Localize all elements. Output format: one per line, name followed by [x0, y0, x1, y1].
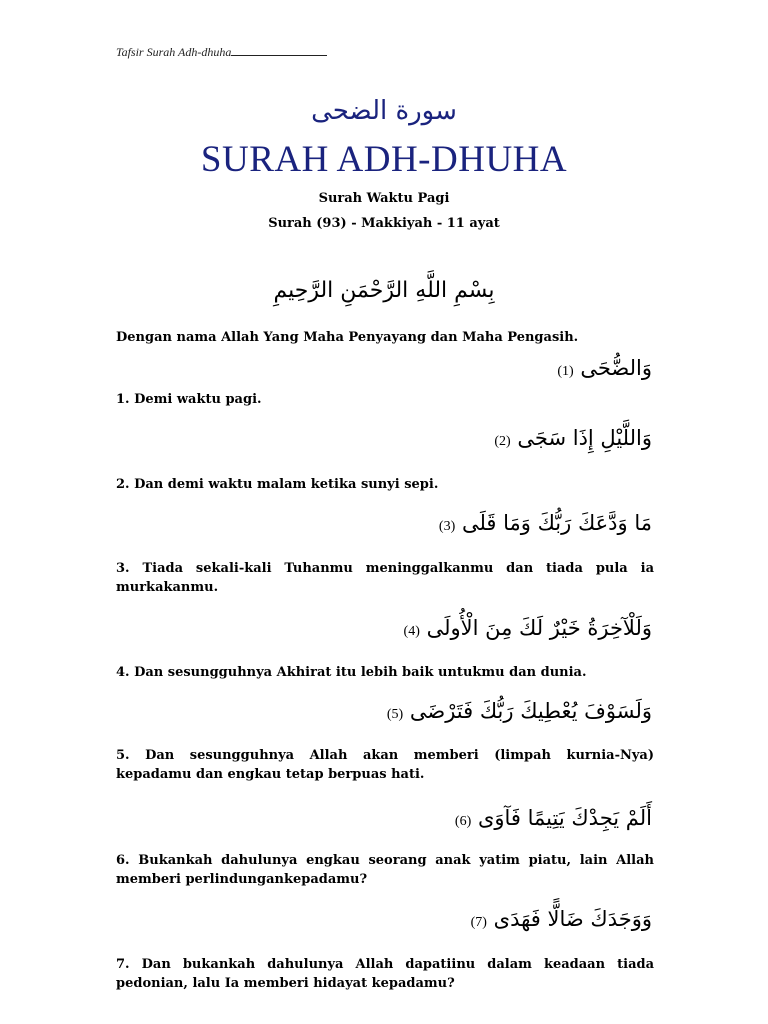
- surah-title-english: SURAH ADH-DHUHA: [200, 139, 568, 180]
- verse-arabic-text: وَوَجَدَكَ ضَالًّا فَهَدَى: [493, 907, 652, 931]
- verse-number: (4): [403, 624, 420, 639]
- verse-arabic-text: وَلَسَوْفَ يُعْطِيكَ رَبُّكَ فَتَرْضَى: [409, 699, 652, 723]
- verse-arabic: [433, 511, 652, 535]
- header-underline: [231, 45, 327, 56]
- page-header: [116, 45, 327, 60]
- surah-title-arabic: سورة الضحى: [311, 96, 457, 126]
- verse-translation: 7. Dan bukankah dahulunya Allah dapatiinu dalam keadaan tiada pedonian, lalu Ia memberi hidayat kepadamu?: [116, 957, 654, 991]
- verse-arabic-text: وَاللَّيْلِ إِذَا سَجَى: [517, 426, 652, 450]
- surah-subtitle: Surah Waktu Pagi: [318, 191, 450, 206]
- verse-arabic-text: مَا وَدَّعَكَ رَبُّكَ وَمَا قَلَى: [461, 511, 652, 535]
- verse-translation: 5. Dan sesungguhnya Allah akan memberi (limpah kurnia-Nya) kepadamu dan engkau tetap berpuas hati.: [116, 748, 654, 782]
- basmala-translation: Dengan nama Allah Yang Maha Penyayang dan Maha Pengasih.: [116, 330, 579, 345]
- verse-number: (3): [438, 519, 456, 534]
- verse-translation: 3. Tiada sekali-kali Tuhanmu meninggalkanmu dan tiada pula ia murkakanmu.: [116, 561, 654, 595]
- verse-arabic-text: وَلَلْآخِرَةُ خَيْرٌ لَكَ مِنَ الْأُولَى: [426, 616, 652, 640]
- verse-arabic: [398, 616, 652, 640]
- verse-arabic-text: وَالضُّحَى: [580, 356, 652, 380]
- verse-arabic-text: أَلَمْ يَجِدْكَ يَتِيمًا فَآوَى: [477, 806, 652, 830]
- verse-arabic: [465, 907, 652, 931]
- verse-arabic: [381, 699, 652, 723]
- verse-translation: 6. Bukankah dahulunya engkau seorang anak yatim piatu, lain Allah memberi perlindungankepadamu?: [116, 853, 654, 887]
- verse-number: (6): [454, 814, 472, 829]
- verse-number: (1): [557, 364, 574, 379]
- verse-translation: 2. Dan demi waktu malam ketika sunyi sepi.: [116, 477, 439, 492]
- header-title: Tafsir Surah Adh-dhuha: [116, 45, 232, 59]
- verse-arabic: [449, 806, 652, 830]
- verse-number: (7): [470, 915, 487, 930]
- verse-arabic: [488, 426, 652, 450]
- verse-number: (5): [386, 707, 404, 722]
- surah-info: Surah (93) - Makkiyah - 11 ayat: [268, 216, 500, 231]
- verse-number: (2): [494, 434, 511, 449]
- verse-translation: 1. Demi waktu pagi.: [116, 392, 262, 407]
- verse-arabic: [551, 356, 652, 380]
- verse-translation: 4. Dan sesungguhnya Akhirat itu lebih baik untukmu dan dunia.: [116, 665, 587, 680]
- basmala-arabic: بِسْمِ اللَّهِ الرَّحْمَنِ الرَّحِيمِ: [273, 278, 495, 303]
